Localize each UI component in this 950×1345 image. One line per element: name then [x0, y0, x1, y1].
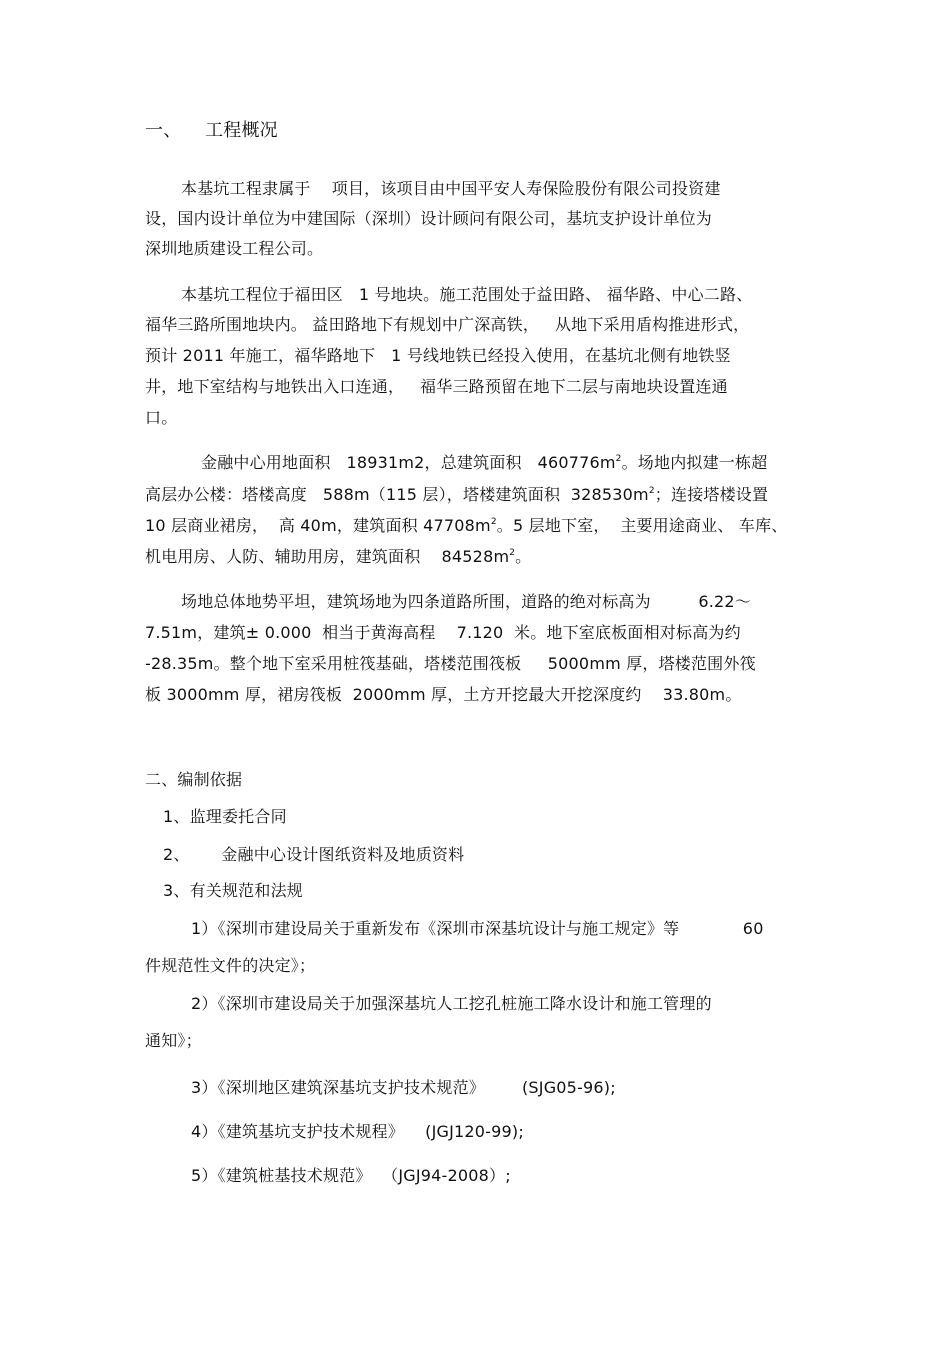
paragraph-line: -28.35m。整个地下室采用桩筏基础，塔楼范围筏板 5000mm 厚，塔楼范围外筏 [145, 654, 756, 673]
superscript: 2 [509, 548, 516, 558]
sub-list-item-continuation: 件规范性文件的决定》； [145, 956, 316, 975]
text-run: 机电用房、人防、辅助用房，建筑面积 84528m [145, 547, 510, 566]
text-run: 10 层商业裙房， 高 40m，建筑面积 47708m [145, 516, 491, 535]
text-run: 。5 层地下室， 主要用途商业、 车库、 [496, 516, 788, 535]
paragraph-line: 设，国内设计单位为中建国际（深圳）设计顾问有限公司，基坑支护设计单位为 [145, 209, 713, 228]
sub-list-item: 2）《深圳市建设局关于加强深基坑人工挖孔桩施工降水设计和施工管理的 [191, 994, 712, 1013]
section-heading-basis: 二、编制依据 [145, 770, 243, 789]
sub-list-item-continuation: 通知》； [145, 1031, 202, 1050]
paragraph-line: 本基坑工程隶属于 项目，该项目由中国平安人寿保险股份有限公司投资建 [181, 179, 721, 198]
text-run: 金融中心用地面积 18931m2，总建筑面积 460776m [201, 453, 616, 472]
paragraph-line: 井，地下室结构与地铁出入口连通， 福华三路预留在地下二层与南地块设置连通 [145, 377, 728, 396]
sub-list-item: 3）《深圳地区建筑深基坑支护技术规范》 (SJG05-96); [191, 1078, 616, 1097]
superscript: 2 [490, 517, 497, 527]
sub-list-item: 4）《建筑基坑支护技术规程》 (JGJ120-99); [191, 1122, 524, 1141]
paragraph-line: 预计 2011 年施工，福华路地下 1 号线地铁已经投入使用，在基坑北侧有地铁竖 [145, 346, 731, 365]
paragraph-line [145, 547, 531, 567]
paragraph-line: 7.51m，建筑± 0.000 相当于黄海高程 7.120 米。地下室底板面相对标高为约 [145, 623, 741, 642]
paragraph-line [145, 485, 768, 505]
paragraph-line: 板 3000mm 厚，裙房筏板 2000mm 厚，土方开挖最大开挖深度约 33.80m。 [145, 685, 742, 704]
paragraph-line: 深圳地质建设工程公司。 [145, 239, 324, 258]
paragraph-line: 本基坑工程位于福田区 1 号地块。施工范围处于益田路、 福华路、中心二路、 [181, 285, 753, 304]
superscript: 2 [648, 486, 655, 496]
text-run: ；连接塔楼设置 [654, 485, 769, 504]
paragraph-line: 福华三路所围地块内。 益田路地下有规划中广深高铁， 从地下采用盾构推进形式， [145, 315, 750, 334]
section-heading-overview: 一、 工程概况 [145, 120, 278, 141]
list-item: 2、 金融中心设计图纸资料及地质资料 [163, 845, 465, 864]
text-run: 。 [515, 547, 532, 566]
paragraph-line: 口。 [145, 408, 178, 427]
paragraph-line: 场地总体地势平坦，建筑场地为四条道路所围，道路的绝对标高为 6.22～ [181, 592, 751, 611]
paragraph-line [145, 516, 788, 536]
text-run: 高层办公楼：塔楼高度 588m（115 层），塔楼建筑面积 328530m [145, 485, 649, 504]
list-item: 3、有关规范和法规 [163, 881, 303, 900]
superscript: 2 [615, 454, 622, 464]
paragraph-line [201, 453, 767, 473]
text-run: 。场地内拟建一栋超 [621, 453, 768, 472]
list-item: 1、监理委托合同 [163, 807, 287, 826]
sub-list-item: 5）《建筑桩基技术规范》 （JGJ94-2008）; [191, 1166, 511, 1185]
sub-list-item: 1）《深圳市建设局关于重新发布《深圳市深基坑设计与施工规定》等 60 [191, 919, 764, 938]
